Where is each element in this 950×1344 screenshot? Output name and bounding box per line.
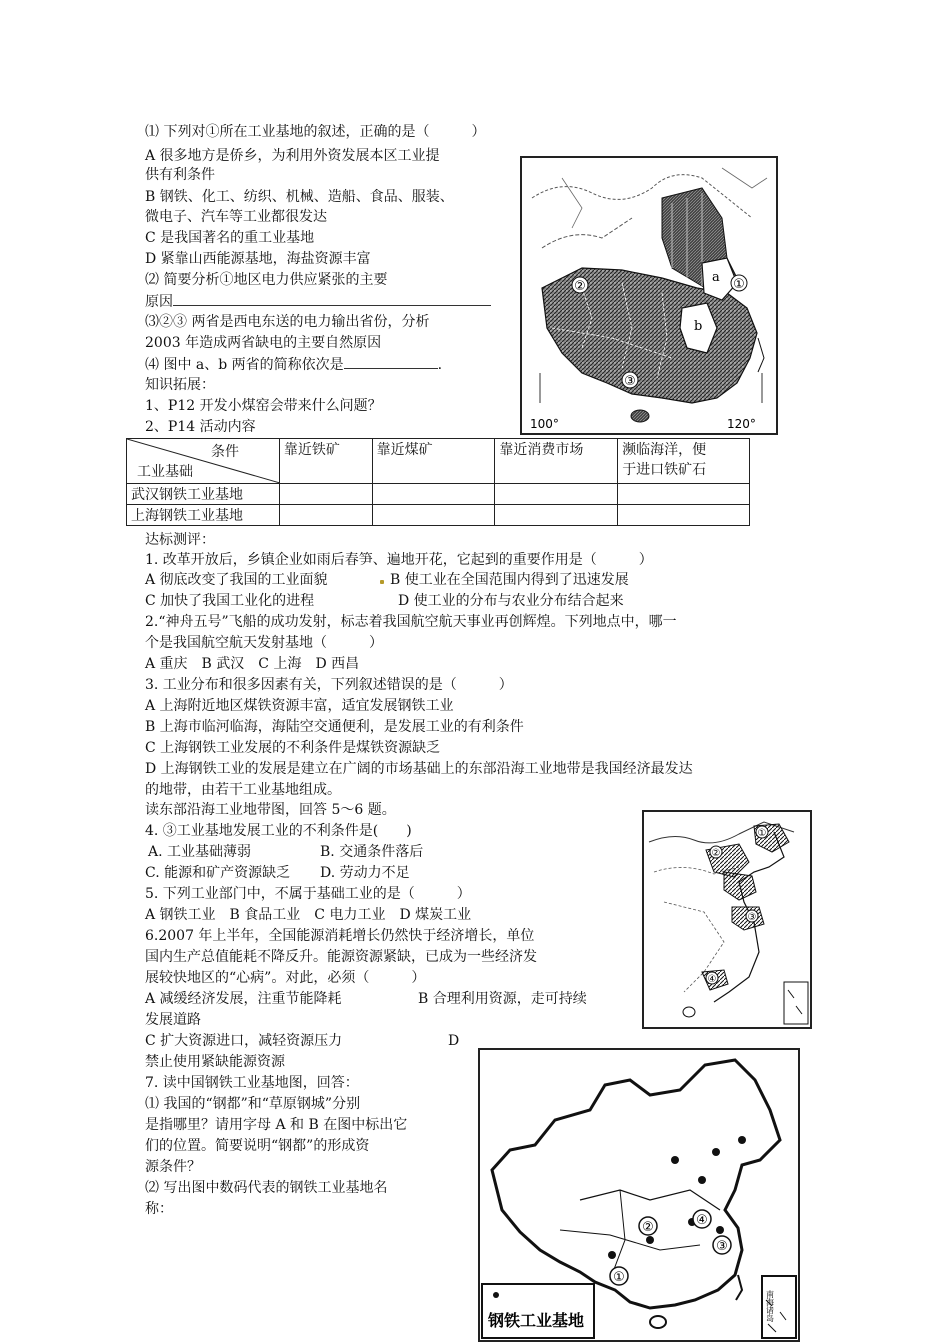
- map1-label-3: ③: [624, 374, 636, 389]
- q1-option-a-cont: 供有利条件: [145, 167, 215, 183]
- table-corner-cell: [127, 439, 280, 484]
- q2-stem: ⑵ 简要分析①地区电力供应紧张的主要: [145, 272, 388, 288]
- test-q7-2-cont: 称：: [145, 1201, 173, 1217]
- stray-dot: [380, 580, 384, 584]
- test-q7-2: ⑵ 写出图中数码代表的钢铁工业基地名: [145, 1180, 388, 1196]
- map1-lon-left: 100°: [530, 417, 559, 431]
- power-map: [520, 156, 778, 435]
- corner-top-label: 条件: [211, 444, 239, 460]
- answer-cell[interactable]: [279, 484, 372, 505]
- answer-cell[interactable]: [279, 505, 372, 526]
- test-title: 达标测评：: [145, 532, 215, 548]
- test-q6-b: B 合理利用资源，走可持续: [418, 991, 587, 1007]
- test-q3-a: A 上海附近地区煤铁资源丰富，适宜发展钢铁工业: [145, 698, 454, 714]
- test-q7-1: ⑴ 我国的“钢都”和“草原钢城”分别: [145, 1096, 361, 1112]
- map2-label-2: ②: [711, 848, 721, 859]
- test-q5: 5. 下列工业部门中，不属于基础工业的是（ ）: [145, 886, 471, 902]
- coastal-belt-map-graphic: [644, 812, 810, 1027]
- test-q6-b-cont: 发展道路: [145, 1012, 201, 1028]
- map1-label-1: ①: [733, 277, 745, 292]
- header-line-1: 濒临海洋，便: [622, 442, 707, 458]
- q2-label: 原因: [145, 294, 173, 310]
- test-q3-d: D 上海钢铁工业的发展是建立在广阔的市场基础上的东部沿海工业地带是我国经济最发达: [145, 761, 693, 777]
- test-q4: 4. ③工业基地发展工业的不利条件是( ): [145, 823, 412, 839]
- test-q4-b: B. 交通条件落后: [320, 844, 424, 860]
- header-line-2: 于进口铁矿石: [622, 462, 707, 478]
- row-label: 上海钢铁工业基地: [127, 505, 280, 526]
- test-q6-cont: 国内生产总值能耗不降反升。能源资源紧缺，已成为一些经济发: [145, 949, 537, 965]
- q4-end: .: [437, 357, 443, 373]
- answer-cell[interactable]: [495, 484, 618, 505]
- test-q6-cont2: 展较快地区的“心病”。对此，必须（ ）: [145, 970, 426, 986]
- map3-label-1: ①: [613, 1270, 625, 1285]
- test-q1-c: C 加快了我国工业化的进程: [145, 593, 315, 609]
- q3-stem: ⑶②③ 两省是西电东送的电力输出省份，分析: [145, 314, 430, 330]
- q1-option-b: B 钢铁、化工、纺织、机械、造船、食品、服装、: [145, 189, 454, 205]
- answer-cell[interactable]: [618, 484, 750, 505]
- table-header: 靠近煤矿: [372, 439, 495, 484]
- map3-title: 钢铁工业基地: [488, 1311, 585, 1330]
- map1-label-a: a: [712, 270, 720, 285]
- test-q7-1-cont: 是指哪里？请用字母 A 和 B 在图中标出它: [145, 1117, 408, 1133]
- q1-option-a: A 很多地方是侨乡，为利用外资发展本区工业提: [145, 148, 440, 164]
- row-label: 武汉钢铁工业基地: [127, 484, 280, 505]
- q3-stem-cont: 2003 年造成两省缺电的主要自然原因: [145, 335, 382, 351]
- q4-text: ⑷ 图中 a、b 两省的简称依次是: [145, 357, 344, 373]
- map2-label-1: ①: [757, 828, 767, 839]
- steel-base-map: [478, 1048, 800, 1342]
- answer-cell[interactable]: [618, 505, 750, 526]
- q1-stem: ⑴ 下列对①所在工业基地的叙述，正确的是（ ）: [145, 124, 486, 140]
- steel-base-map-graphic: [480, 1050, 798, 1340]
- map1-label-b: b: [694, 319, 703, 334]
- test-q3-c: C 上海钢铁工业发展的不利条件是煤铁资源缺乏: [145, 740, 441, 756]
- map2-label-3: ③: [747, 912, 757, 923]
- table-row: [127, 484, 750, 505]
- extend-title: 知识拓展：: [145, 377, 215, 393]
- map1-lon-right: 120°: [727, 417, 756, 431]
- table-header: 靠近消费市场: [495, 439, 618, 484]
- test-q1-d: D 使工业的分布与农业分布结合起来: [398, 593, 624, 609]
- test-q7-1-cont3: 源条件？: [145, 1159, 201, 1175]
- steel-base-table: [126, 438, 750, 526]
- test-q1-a: A 彻底改变了我国的工业面貌: [145, 572, 328, 588]
- map3-label-3: ③: [716, 1239, 728, 1254]
- test-q3: 3. 工业分布和很多因素有关，下列叙述错误的是（ ）: [145, 677, 513, 693]
- q1-option-b-cont: 微电子、汽车等工业都很发达: [145, 209, 327, 225]
- power-map-graphic: [522, 158, 776, 433]
- test-q6-d: 禁止使用紧缺能源资源: [145, 1054, 285, 1070]
- answer-cell[interactable]: [495, 505, 618, 526]
- coastal-belt-map: [642, 810, 812, 1029]
- corner-bottom-label: 工业基础: [137, 464, 193, 480]
- test-q7-1-cont2: 们的位置。简要说明“钢都”的形成资: [145, 1138, 370, 1154]
- test-intro-56: 读东部沿海工业地带图，回答 5～6 题。: [145, 802, 396, 818]
- answer-line[interactable]: [173, 291, 491, 306]
- q1-option-d: D 紧靠山西能源基地，海盐资源丰富: [145, 251, 371, 267]
- test-q3-b: B 上海市临河临海，海陆空交通便利，是发展工业的有利条件: [145, 719, 524, 735]
- map1-label-2: ②: [574, 279, 586, 294]
- map3-label-4: ④: [696, 1213, 708, 1228]
- test-q6-d-letter: D: [448, 1033, 460, 1049]
- q1-option-c: C 是我国著名的重工业基地: [145, 230, 315, 246]
- extend-item-1: 1、P12 开发小煤窑会带来什么问题？: [145, 398, 382, 414]
- table-row: [127, 505, 750, 526]
- test-q4-c: C. 能源和矿产资源缺乏: [145, 865, 291, 881]
- q2-stem-cont: [145, 291, 491, 312]
- answer-cell[interactable]: [372, 505, 495, 526]
- map2-label-4: ④: [707, 974, 717, 985]
- map3-inset-label: 南海诸岛: [765, 1290, 775, 1322]
- test-q2-cont: 个是我国航空航天发射基地（ ）: [145, 635, 383, 651]
- test-q6-a: A 减缓经济发展，注重节能降耗: [145, 991, 342, 1007]
- q4-stem: [145, 354, 442, 375]
- test-q6: 6.2007 年上半年，全国能源消耗增长仍然快于经济增长，单位: [145, 928, 535, 944]
- map3-label-2: ②: [642, 1220, 654, 1235]
- table-header: [618, 439, 750, 484]
- answer-line[interactable]: [344, 354, 438, 369]
- test-q4-d: D. 劳动力不足: [320, 865, 410, 881]
- answer-cell[interactable]: [372, 484, 495, 505]
- test-q2: 2.“神舟五号”飞船的成功发射，标志着我国航空航天事业再创辉煌。下列地点中，哪一: [145, 614, 677, 630]
- extend-item-2: 2、P14 活动内容: [145, 419, 256, 435]
- test-q2-options: A 重庆 B 武汉 C 上海 D 西昌: [145, 656, 360, 672]
- test-q5-options: A 钢铁工业 B 食品工业 C 电力工业 D 煤炭工业: [145, 907, 472, 923]
- test-q6-c: C 扩大资源进口，减轻资源压力: [145, 1033, 343, 1049]
- test-q7: 7. 读中国钢铁工业基地图，回答：: [145, 1075, 359, 1091]
- test-q4-a: A. 工业基础薄弱: [148, 844, 252, 860]
- test-q1: 1. 改革开放后，乡镇企业如雨后春笋、遍地开花，它起到的重要作用是（ ）: [145, 552, 653, 568]
- test-q3-d-cont: 的地带，由若干工业基地组成。: [145, 782, 341, 798]
- table-header: 靠近铁矿: [279, 439, 372, 484]
- test-q1-b: B 使工业在全国范围内得到了迅速发展: [390, 572, 629, 588]
